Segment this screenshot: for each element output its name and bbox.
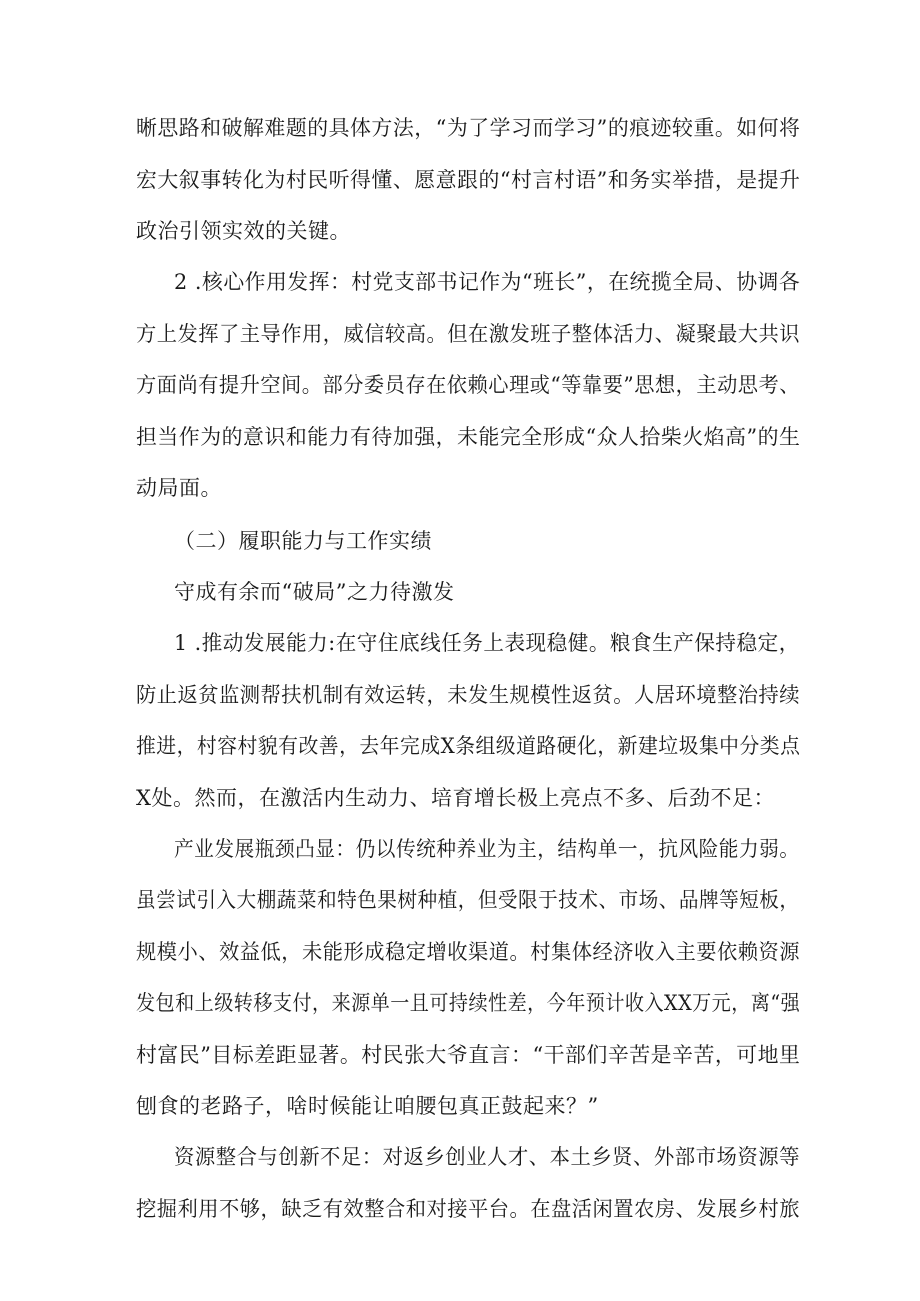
paragraph-line: 资源整合与创新不足：对返乡创业人才、本土乡贤、外部市场资源等	[174, 1145, 800, 1169]
paragraph-line: 担当作为的意识和能力有待加强，未能完全形成“众人拾柴火焰高”的生	[136, 425, 801, 449]
subheading: 守成有余而“破局”之力待激发	[174, 580, 455, 604]
paragraph-line: 晰思路和破解难题的具体方法，“为了学习而学习”的痕迹较重。如何将	[136, 116, 801, 140]
paragraph-line: 发包和上级转移支付，来源单一且可持续性差，今年预计收入XX万元，离“强	[136, 991, 801, 1015]
paragraph-line: 推进，村容村貌有改善，去年完成X条组级道路硬化，新建垃圾集中分类点	[136, 734, 801, 758]
paragraph-line: 方面尚有提升空间。部分委员存在依赖心理或“等靠要”思想，主动思考、	[136, 373, 800, 397]
paragraph-line: X处。然而，在激活内生动力、培育增长极上亮点不多、后劲不足：	[136, 786, 775, 810]
paragraph-line: 村富民”目标差距显著。村民张大爷直言：“干部们辛苦是辛苦，可地里	[136, 1043, 801, 1067]
paragraph-line: 防止返贫监测帮扶机制有效运转，未发生规模性返贫。人居环境整治持续	[136, 683, 800, 707]
paragraph-line: 刨食的老路子，啥时候能让咱腰包真正鼓起来？”	[136, 1094, 599, 1118]
paragraph-line: 虽尝试引入大棚蔬菜和特色果树种植，但受限于技术、市场、品牌等短板，	[136, 888, 800, 912]
paragraph-line: 方上发挥了主导作用，威信较高。但在激发班子整体活力、凝聚最大共识	[136, 322, 800, 346]
paragraph-line: 政治引领实效的关键。	[136, 219, 351, 243]
paragraph-line: 宏大叙事转化为村民听得懂、愿意跟的“村言村语”和务实举措，是提升	[136, 168, 801, 192]
section-heading: （二）履职能力与工作实绩	[174, 529, 432, 553]
paragraph-line: 产业发展瓶颈凸显：仍以传统种养业为主，结构单一，抗风险能力弱。	[174, 837, 800, 861]
paragraph-line: 挖掘利用不够，缺乏有效整合和对接平台。在盘活闲置农房、发展乡村旅	[136, 1197, 800, 1221]
paragraph-line: 1 .推动发展能力:在守住底线任务上表现稳健。粮食生产保持稳定，	[174, 631, 800, 655]
paragraph-line: 2 .核心作用发挥：村党支部书记作为“班长”，在统揽全局、协调各	[174, 270, 801, 294]
paragraph-line: 动局面。	[136, 476, 222, 500]
paragraph-line: 规模小、效益低，未能形成稳定增收渠道。村集体经济收入主要依赖资源	[136, 940, 800, 964]
